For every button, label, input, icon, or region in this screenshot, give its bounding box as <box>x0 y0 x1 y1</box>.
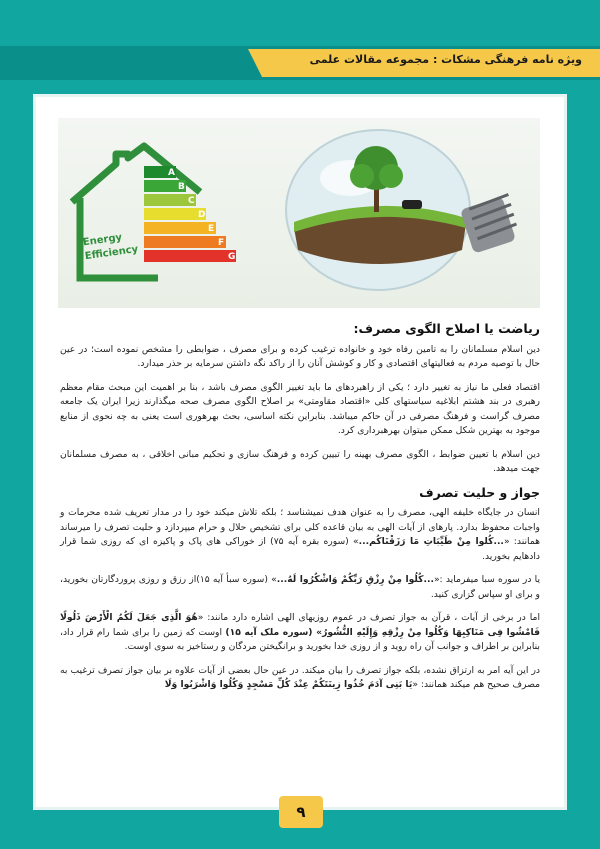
rating-letter-a: A <box>168 168 175 178</box>
efficiency-label: Efficiency <box>84 243 139 263</box>
header-title: ویژه نامه فرهنگی مشکات : مجموعه مقالات علمی <box>309 53 582 66</box>
section2-p3-reference: » (سوره ملک آیه ۱۵) <box>225 626 323 638</box>
section2-p4-text-a: در این آیه امر به ارتزاق نشده، بلکه جواز تصرف را بیان میکند. در عین حال بعضی از آیات علاوه بر بیان جواز تصرف ترغیب به مصرف صحیح هم میکند همانند: « <box>60 664 540 690</box>
energy-label: Energy <box>82 232 123 249</box>
section2-p3-verse: هُوَ الَّذِی جَعَلَ لَکُمُ الْأَرْضَ ذَلُولًا فَامْشُوا فِی مَنَاکِبِهَا وَکُلُوا مِنْ رِزْقِهِ وَإِلَیْهِ النُّشُورُ <box>60 612 541 638</box>
rating-letter-b: B <box>178 182 185 192</box>
hero-illustration <box>58 118 540 308</box>
hero-image <box>58 118 540 308</box>
section2-heading: جواز و حلیت تصرف <box>419 484 540 500</box>
rating-letter-d: D <box>198 210 206 220</box>
article-body <box>60 316 540 702</box>
house-roof <box>72 146 200 202</box>
section2-p1-text-a: انسان در جایگاه خلیفه الهی، مصرف را به عنوان هدف نمیشناسد ؛ بلکه تلاش میکند خود را در مدار تعریف شده محرمات و واجبات محفوظ بدارد. پارهای از آیات الهی به بیان قاعده کلی برای تشخیص حلال و حرام میپردازد و حلیت تصرف را میرساند همانند: « <box>60 507 541 547</box>
section2-p2-text-a: یا در سوره سبا میفرماید :« <box>433 574 541 585</box>
section2-p3-text-a: اما در برخی از آیات ، قرآن به جواز تصرف در عموم روزیهای الهی اشاره دارد مانند: « <box>197 612 540 623</box>
section2-p2-verse: ...کُلُوا مِنْ رِزْقِ رَبِّکُمْ وَاشْکُرُوا لَهُ... <box>276 574 434 585</box>
cow-icon <box>402 200 422 209</box>
rating-letter-f: F <box>218 238 225 248</box>
rating-bar-f <box>144 236 226 248</box>
rating-bar-d <box>144 208 206 220</box>
section2-paragraph-1 <box>60 506 540 564</box>
rating-letter-c: C <box>188 196 195 206</box>
rating-bar-e <box>144 222 216 234</box>
section1-heading: ریاضت یا اصلاح الگوی مصرف: <box>353 321 540 336</box>
section2-p2-text-b: » (سوره سبأ آیه ۱۵)از رزق و روزی پروردگارتان بخورید، و برای او سپاس گزاری کنید. <box>60 574 540 600</box>
light-bulb <box>286 130 517 290</box>
section1-paragraph-2: اقتصاد فعلی ما نیاز به تغییر دارد ؛ یکی از راهبردهای ما باید تغییر الگوی مصرف باشد ، بنا بر اهمیت این مبحث مقام معظم رهبری در بند هشتم ابلاغیه سیاستهای کلی «اقتصاد مقاومتی» بر اصلاح الگوی مصرف صحه میگذارند زیرا ایران یک جامعه مصرف گراست و فرهنگ مصرفی در آن حاکم میباشد. بنابراین نکته اساسی، بحث بهرهوری است یعنی به چه نحوی از منابع موجود به بهترین شکل ممکن میتوان بهرهبرداری کرد. <box>60 381 540 436</box>
section2-p1-text-b: » (سوره بقره آیه ۷۵) از خوراکی های پاک و پاکیزه ای که روزی شما قرار دادهایم بخورید. <box>60 536 540 562</box>
rating-bar-g <box>144 250 236 262</box>
section2-p1-verse: ...کُلوا مِنْ طَیِّبَاتِ مَا رَزَقْنَاکُم... <box>358 536 504 547</box>
section1-paragraph-3: دین اسلام با تعیین ضوابط ، الگوی مصرف بهینه را تبیین کرده و فرهنگ سازی و تحکیم مبانی اخلاقی ، به مصرف مسلمانان جهت میدهد. <box>60 448 540 474</box>
section2-paragraph-4 <box>60 664 540 693</box>
section1-paragraph-1: دین اسلام مسلمانان را به تامین رفاه خود و خانواده ترغیب کرده و برای مصرف ، ضوابطی را مشخص نموده است؛ در عین حال با توصیه مردم به فعالیتهای اقتصادی و کار و کوشش آنان را از راکد نگه داشتن سرمایه بر حذر میدارد. <box>60 343 540 369</box>
section2-paragraph-3 <box>60 611 540 655</box>
page-number: ۹ <box>279 796 323 828</box>
rating-letter-e: E <box>208 224 215 234</box>
section2-p3-text-b: اوست که زمین را برای شما رام قرار داد، بنابراین بر اطراف و جوانب آن راه روید و از روزی خدا بخورید و برانگیختن مردگان و رستاخیز به سوی اوست. <box>60 626 540 652</box>
rating-letter-g: G <box>228 252 236 262</box>
section2-p4-verse: یَا بَنِی آدَمَ خُذُوا زِینَتَکُمْ عِنْدَ کُلِّ مَسْجِدٍ وَکُلُوا وَاشْرَبُوا وَلَا <box>164 679 413 690</box>
section2-paragraph-2 <box>60 573 540 602</box>
